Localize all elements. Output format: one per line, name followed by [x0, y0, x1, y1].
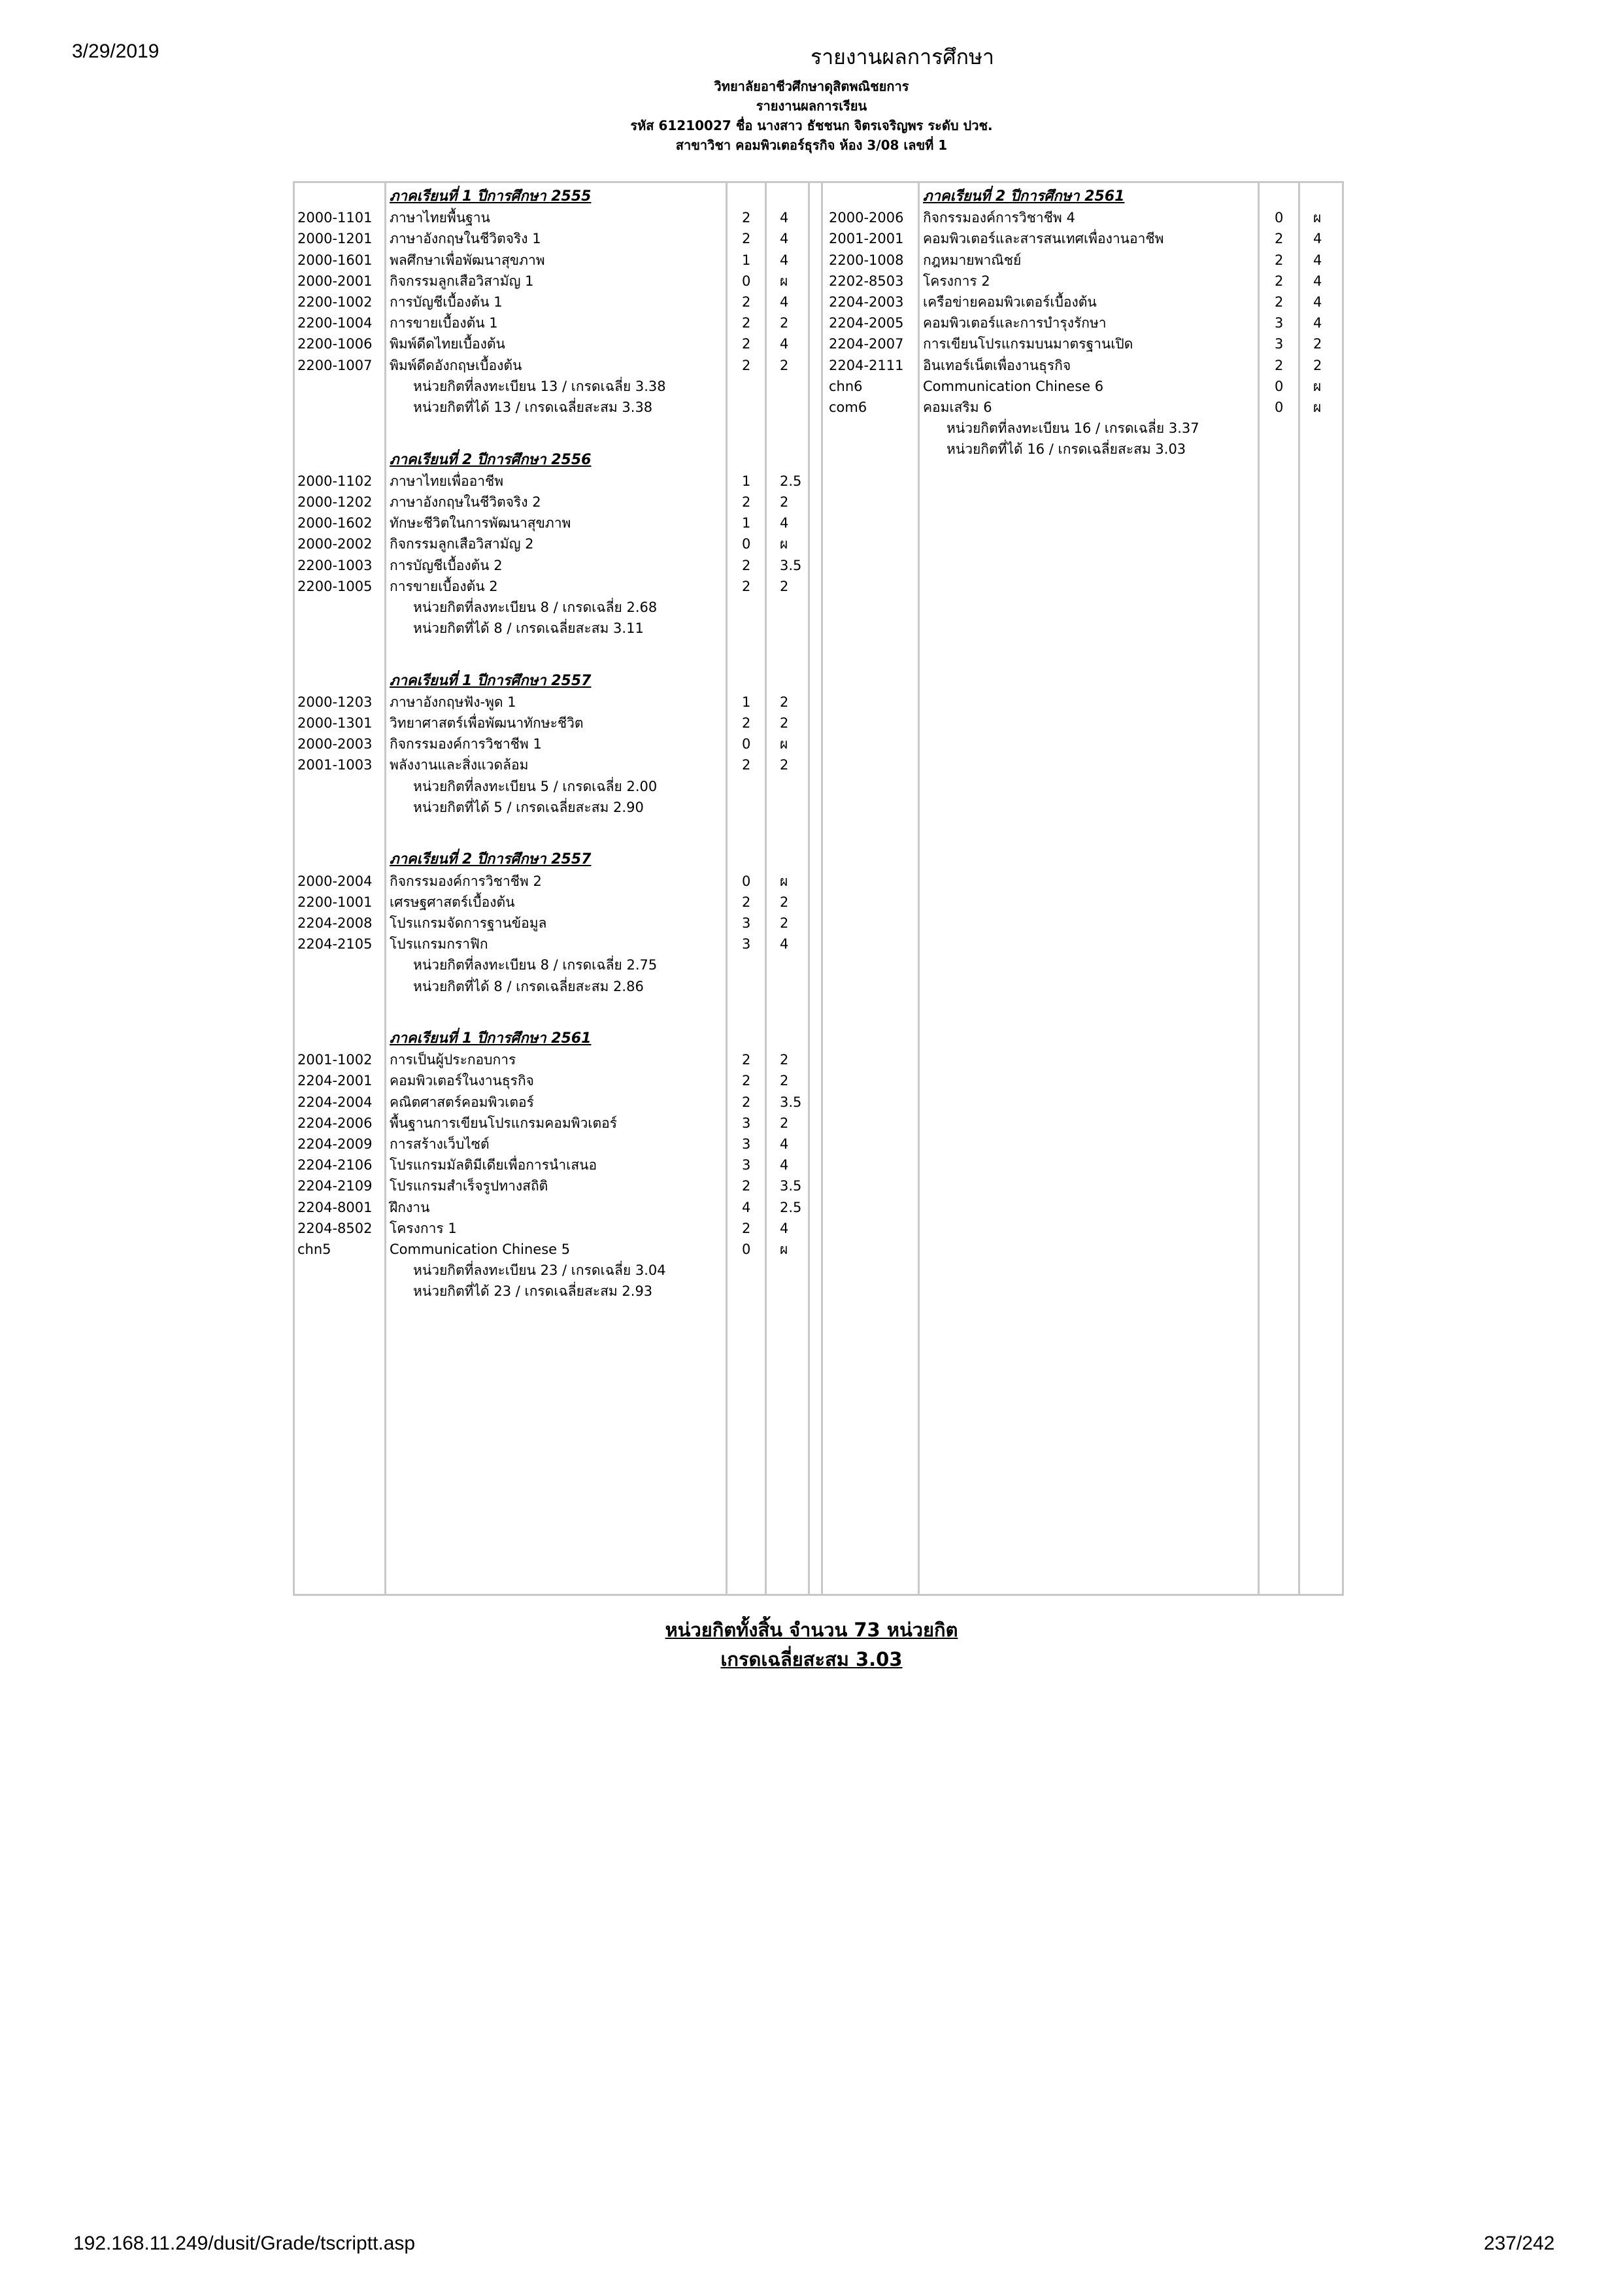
course-grade: 2 — [780, 494, 789, 510]
semester-summary-registered: หน่วยกิตที่ลงทะเบียน 13 / เกรดเฉลี่ย 3.38 — [413, 378, 666, 394]
course-code: 2000-1202 — [297, 494, 373, 510]
course-name: ฝึกงาน — [390, 1199, 430, 1215]
column-divider — [918, 181, 920, 1596]
course-code: 2200-1002 — [297, 294, 373, 310]
course-name: การบัญชีเบื้องต้น 1 — [390, 294, 503, 310]
course-name: พลศึกษาเพื่อพัฒนาสุขภาพ — [390, 252, 545, 268]
course-code: 2001-1003 — [297, 757, 373, 773]
semester-summary-earned: หน่วยกิตที่ได้ 23 / เกรดเฉลี่ยสะสม 2.93 — [413, 1283, 653, 1300]
course-code: 2204-2001 — [297, 1073, 373, 1089]
course-credit: 2 — [742, 1178, 751, 1194]
course-credit: 2 — [742, 315, 751, 331]
course-code: 2200-1008 — [829, 252, 904, 268]
course-name: การขายเบื้องต้น 1 — [390, 315, 498, 331]
gpax: เกรดเฉลี่ยสะสม 3.03 — [720, 1648, 903, 1670]
course-credit: 2 — [1275, 294, 1284, 310]
semester-title: ภาคเรียนที่ 1 ปีการศึกษา 2557 — [390, 672, 592, 689]
course-credit: 1 — [742, 252, 751, 268]
course-name: เครือข่ายคอมพิวเตอร์เบื้องต้น — [923, 294, 1097, 310]
course-grade: 4 — [780, 210, 789, 226]
course-name: วิทยาศาสตร์เพื่อพัฒนาทักษะชีวิต — [390, 715, 584, 731]
course-code: 2204-2004 — [297, 1094, 373, 1110]
report-title: รายงานผลการเรียน — [756, 98, 867, 114]
course-grade: 3.5 — [780, 557, 802, 573]
course-grade: ผ — [780, 736, 788, 752]
course-name: กิจกรรมลูกเสือวิสามัญ 1 — [390, 273, 534, 289]
course-name: อินเทอร์เน็ตเพื่องานธุรกิจ — [923, 357, 1071, 373]
course-grade: 4 — [780, 252, 789, 268]
course-name: กฎหมายพาณิชย์ — [923, 252, 1022, 268]
course-name: คอมพิวเตอร์ในงานธุรกิจ — [390, 1073, 534, 1089]
course-credit: 2 — [1275, 252, 1284, 268]
course-credit: 0 — [742, 273, 751, 289]
course-credit: 2 — [742, 494, 751, 510]
course-code: 2000-2006 — [829, 210, 904, 226]
course-code: 2204-2106 — [297, 1157, 373, 1173]
course-credit: 2 — [742, 1073, 751, 1089]
column-divider — [1298, 181, 1300, 1596]
course-credit: 2 — [742, 210, 751, 226]
course-code: 2000-1601 — [297, 252, 373, 268]
course-code: 2204-8001 — [297, 1199, 373, 1215]
course-code: 2200-1001 — [297, 894, 373, 910]
course-grade: ผ — [1313, 210, 1322, 226]
course-credit: 2 — [742, 578, 751, 594]
course-grade: 2 — [1313, 336, 1322, 352]
course-grade: 4 — [1313, 252, 1322, 268]
course-code: 2000-1201 — [297, 231, 373, 247]
course-name: โปรแกรมสำเร็จรูปทางสถิติ — [390, 1178, 548, 1194]
course-code: 2204-2005 — [829, 315, 904, 331]
semester-summary-registered: หน่วยกิตที่ลงทะเบียน 16 / เกรดเฉลี่ย 3.37 — [946, 420, 1199, 437]
course-grade: 3.5 — [780, 1094, 802, 1110]
course-name: กิจกรรมองค์การวิชาชีพ 2 — [390, 873, 542, 889]
course-name: กิจกรรมองค์การวิชาชีพ 1 — [390, 736, 542, 752]
course-grade: 4 — [780, 515, 789, 532]
course-name: โปรแกรมจัดการฐานข้อมูล — [390, 915, 547, 931]
course-credit: 3 — [742, 936, 751, 953]
course-name: ภาษาอังกฤษในชีวิตจริง 1 — [390, 231, 541, 247]
course-code: 2000-2004 — [297, 873, 373, 889]
course-credit: 0 — [1275, 399, 1284, 415]
course-grade: 2 — [780, 715, 789, 731]
course-grade: 4 — [1313, 231, 1322, 247]
course-grade: ผ — [1313, 378, 1322, 394]
course-name: การบัญชีเบื้องต้น 2 — [390, 557, 503, 573]
course-code: chn6 — [829, 378, 863, 394]
course-credit: 2 — [742, 557, 751, 573]
course-credit: 2 — [742, 894, 751, 910]
course-credit: 2 — [742, 715, 751, 731]
course-grade: 4 — [780, 936, 789, 953]
course-name: ทักษะชีวิตในการพัฒนาสุขภาพ — [390, 515, 571, 532]
course-name: ภาษาอังกฤษฟัง-พูด 1 — [390, 694, 516, 710]
semester-title: ภาคเรียนที่ 2 ปีการศึกษา 2557 — [390, 851, 592, 868]
course-grade: 3.5 — [780, 1178, 802, 1194]
page-title: รายงานผลการศึกษา — [811, 45, 995, 69]
course-credit: 2 — [742, 757, 751, 773]
course-grade: ผ — [780, 1241, 788, 1257]
course-name: โครงการ 1 — [390, 1220, 457, 1236]
course-grade: 2.5 — [780, 473, 802, 489]
semester-summary-earned: หน่วยกิตที่ได้ 16 / เกรดเฉลี่ยสะสม 3.03 — [946, 441, 1186, 458]
course-name: Communication Chinese 5 — [390, 1241, 571, 1257]
semester-summary-earned: หน่วยกิตที่ได้ 8 / เกรดเฉลี่ยสะสม 3.11 — [413, 620, 644, 637]
semester-summary-registered: หน่วยกิตที่ลงทะเบียน 8 / เกรดเฉลี่ย 2.68 — [413, 599, 658, 615]
course-code: 2000-1602 — [297, 515, 373, 532]
course-grade: 2 — [780, 915, 789, 931]
course-grade: ผ — [1313, 399, 1322, 415]
course-code: com6 — [829, 399, 867, 415]
course-code: 2200-1005 — [297, 578, 373, 594]
course-name: คอมพิวเตอร์และสารสนเทศเพื่องานอาชีพ — [923, 231, 1164, 247]
course-grade: 4 — [1313, 294, 1322, 310]
course-credit: 0 — [1275, 210, 1284, 226]
semester-title: ภาคเรียนที่ 2 ปีการศึกษา 2556 — [390, 451, 592, 468]
course-code: chn5 — [297, 1241, 331, 1257]
course-grade: 2 — [780, 694, 789, 710]
semester-summary-registered: หน่วยกิตที่ลงทะเบียน 23 / เกรดเฉลี่ย 3.04 — [413, 1262, 666, 1279]
semester-title: ภาคเรียนที่ 2 ปีการศึกษา 2561 — [923, 188, 1125, 205]
course-name: โปรแกรมกราฟิก — [390, 936, 488, 953]
page-url: 192.168.11.249/dusit/Grade/tscriptt.asp — [73, 2233, 416, 2254]
semester-summary-earned: หน่วยกิตที่ได้ 5 / เกรดเฉลี่ยสะสม 2.90 — [413, 799, 644, 815]
column-divider — [1258, 181, 1260, 1596]
course-code: 2000-2003 — [297, 736, 373, 752]
course-code: 2204-2007 — [829, 336, 904, 352]
course-grade: 4 — [780, 1136, 789, 1152]
course-grade: 2.5 — [780, 1199, 802, 1215]
course-grade: 2 — [780, 1073, 789, 1089]
course-credit: 1 — [742, 515, 751, 532]
course-code: 2000-2001 — [297, 273, 373, 289]
course-credit: 2 — [1275, 357, 1284, 373]
column-divider — [726, 181, 728, 1596]
student-info: รหัส 61210027 ชื่อ นางสาว ธัชชนก จิตรเจริญพร ระดับ ปวช. — [630, 118, 993, 133]
course-credit: 2 — [1275, 231, 1284, 247]
course-name: พื้นฐานการเขียนโปรแกรมคอมพิวเตอร์ — [390, 1115, 618, 1131]
course-code: 2000-1102 — [297, 473, 373, 489]
course-name: การขายเบื้องต้น 2 — [390, 578, 498, 594]
course-grade: 2 — [1313, 357, 1322, 373]
course-credit: 2 — [742, 1094, 751, 1110]
course-code: 2204-2109 — [297, 1178, 373, 1194]
course-code: 2204-2006 — [297, 1115, 373, 1131]
course-code: 2200-1007 — [297, 357, 373, 373]
course-name: Communication Chinese 6 — [923, 378, 1104, 394]
course-credit: 2 — [742, 357, 751, 373]
print-date: 3/29/2019 — [72, 41, 159, 62]
course-name: คอมพิวเตอร์และการบำรุงรักษา — [923, 315, 1107, 331]
semester-summary-earned: หน่วยกิตที่ได้ 13 / เกรดเฉลี่ยสะสม 3.38 — [413, 399, 653, 415]
course-credit: 1 — [742, 694, 751, 710]
course-credit: 0 — [742, 536, 751, 552]
course-grade: ผ — [780, 273, 788, 289]
course-code: 2000-1301 — [297, 715, 373, 731]
course-grade: 4 — [1313, 273, 1322, 289]
course-code: 2200-1004 — [297, 315, 373, 331]
course-code: 2200-1003 — [297, 557, 373, 573]
semester-summary-registered: หน่วยกิตที่ลงทะเบียน 5 / เกรดเฉลี่ย 2.00 — [413, 778, 658, 794]
course-code: 2000-1101 — [297, 210, 373, 226]
course-code: 2001-2001 — [829, 231, 904, 247]
course-name: เศรษฐศาสตร์เบื้องต้น — [390, 894, 515, 910]
course-credit: 0 — [742, 1241, 751, 1257]
course-grade: 4 — [780, 231, 789, 247]
course-credit: 0 — [742, 873, 751, 889]
course-grade: 2 — [780, 578, 789, 594]
course-name: พลังงานและสิ่งแวดล้อม — [390, 757, 529, 773]
course-credit: 2 — [742, 294, 751, 310]
course-name: กิจกรรมองค์การวิชาชีพ 4 — [923, 210, 1075, 226]
course-code: 2001-1002 — [297, 1052, 373, 1068]
course-grade: 2 — [780, 757, 789, 773]
total-credits: หน่วยกิตทั้งสิ้น จำนวน 73 หน่วยกิต — [665, 1619, 958, 1641]
course-name: การเป็นผู้ประกอบการ — [390, 1052, 516, 1068]
course-grade: 4 — [780, 336, 789, 352]
course-credit: 3 — [1275, 336, 1284, 352]
course-code: 2204-2009 — [297, 1136, 373, 1152]
course-name: ภาษาไทยเพื่ออาชีพ — [390, 473, 504, 489]
course-grade: 4 — [780, 1157, 789, 1173]
course-name: กิจกรรมลูกเสือวิสามัญ 2 — [390, 536, 534, 552]
course-credit: 4 — [742, 1199, 751, 1215]
column-divider — [821, 181, 823, 1596]
course-grade: ผ — [780, 873, 788, 889]
major-info: สาขาวิชา คอมพิวเตอร์ธุรกิจ ห้อง 3/08 เลขที่ 1 — [675, 137, 948, 153]
course-credit: 3 — [742, 1136, 751, 1152]
course-grade: 4 — [780, 1220, 789, 1236]
column-divider — [384, 181, 386, 1596]
course-name: คณิตศาสตร์คอมพิวเตอร์ — [390, 1094, 534, 1110]
course-credit: 2 — [1275, 273, 1284, 289]
course-credit: 2 — [742, 231, 751, 247]
course-code: 2204-2003 — [829, 294, 904, 310]
course-credit: 0 — [742, 736, 751, 752]
course-name: ภาษาอังกฤษในชีวิตจริง 2 — [390, 494, 541, 510]
course-name: การเขียนโปรแกรมบนมาตรฐานเปิด — [923, 336, 1133, 352]
course-code: 2204-2111 — [829, 357, 904, 373]
column-divider — [808, 181, 810, 1596]
page-number: 237/242 — [1484, 2233, 1555, 2254]
course-name: โปรแกรมมัลติมีเดียเพื่อการนำเสนอ — [390, 1157, 597, 1173]
course-grade: 2 — [780, 1052, 789, 1068]
semester-title: ภาคเรียนที่ 1 ปีการศึกษา 2555 — [390, 188, 592, 205]
course-grade: 2 — [780, 1115, 789, 1131]
course-credit: 3 — [742, 915, 751, 931]
course-grade: 4 — [780, 294, 789, 310]
semester-summary-earned: หน่วยกิตที่ได้ 8 / เกรดเฉลี่ยสะสม 2.86 — [413, 978, 644, 994]
course-name: ภาษาไทยพื้นฐาน — [390, 210, 490, 226]
course-name: โครงการ 2 — [923, 273, 990, 289]
course-credit: 0 — [1275, 378, 1284, 394]
course-code: 2000-2002 — [297, 536, 373, 552]
semester-summary-registered: หน่วยกิตที่ลงทะเบียน 8 / เกรดเฉลี่ย 2.75 — [413, 957, 658, 973]
course-code: 2204-2105 — [297, 936, 373, 953]
course-credit: 2 — [742, 336, 751, 352]
course-code: 2204-8502 — [297, 1220, 373, 1236]
semester-title: ภาคเรียนที่ 1 ปีการศึกษา 2561 — [390, 1030, 592, 1047]
course-grade: 4 — [1313, 315, 1322, 331]
course-code: 2202-8503 — [829, 273, 904, 289]
course-credit: 2 — [742, 1052, 751, 1068]
column-divider — [765, 181, 767, 1596]
course-credit: 3 — [742, 1115, 751, 1131]
course-credit: 3 — [742, 1157, 751, 1173]
course-grade: 2 — [780, 357, 789, 373]
course-code: 2200-1006 — [297, 336, 373, 352]
course-credit: 2 — [742, 1220, 751, 1236]
course-credit: 3 — [1275, 315, 1284, 331]
course-code: 2204-2008 — [297, 915, 373, 931]
course-name: พิมพ์ดีดไทยเบื้องต้น — [390, 336, 505, 352]
course-name: พิมพ์ดีดอังกฤษเบื้องต้น — [390, 357, 522, 373]
course-credit: 1 — [742, 473, 751, 489]
course-name: คอมเสริม 6 — [923, 399, 992, 415]
course-grade: 2 — [780, 315, 789, 331]
course-code: 2000-1203 — [297, 694, 373, 710]
school-name: วิทยาลัยอาชีวศึกษาดุสิตพณิชยการ — [714, 78, 909, 94]
course-grade: 2 — [780, 894, 789, 910]
course-name: การสร้างเว็บไซต์ — [390, 1136, 490, 1152]
course-grade: ผ — [780, 536, 788, 552]
